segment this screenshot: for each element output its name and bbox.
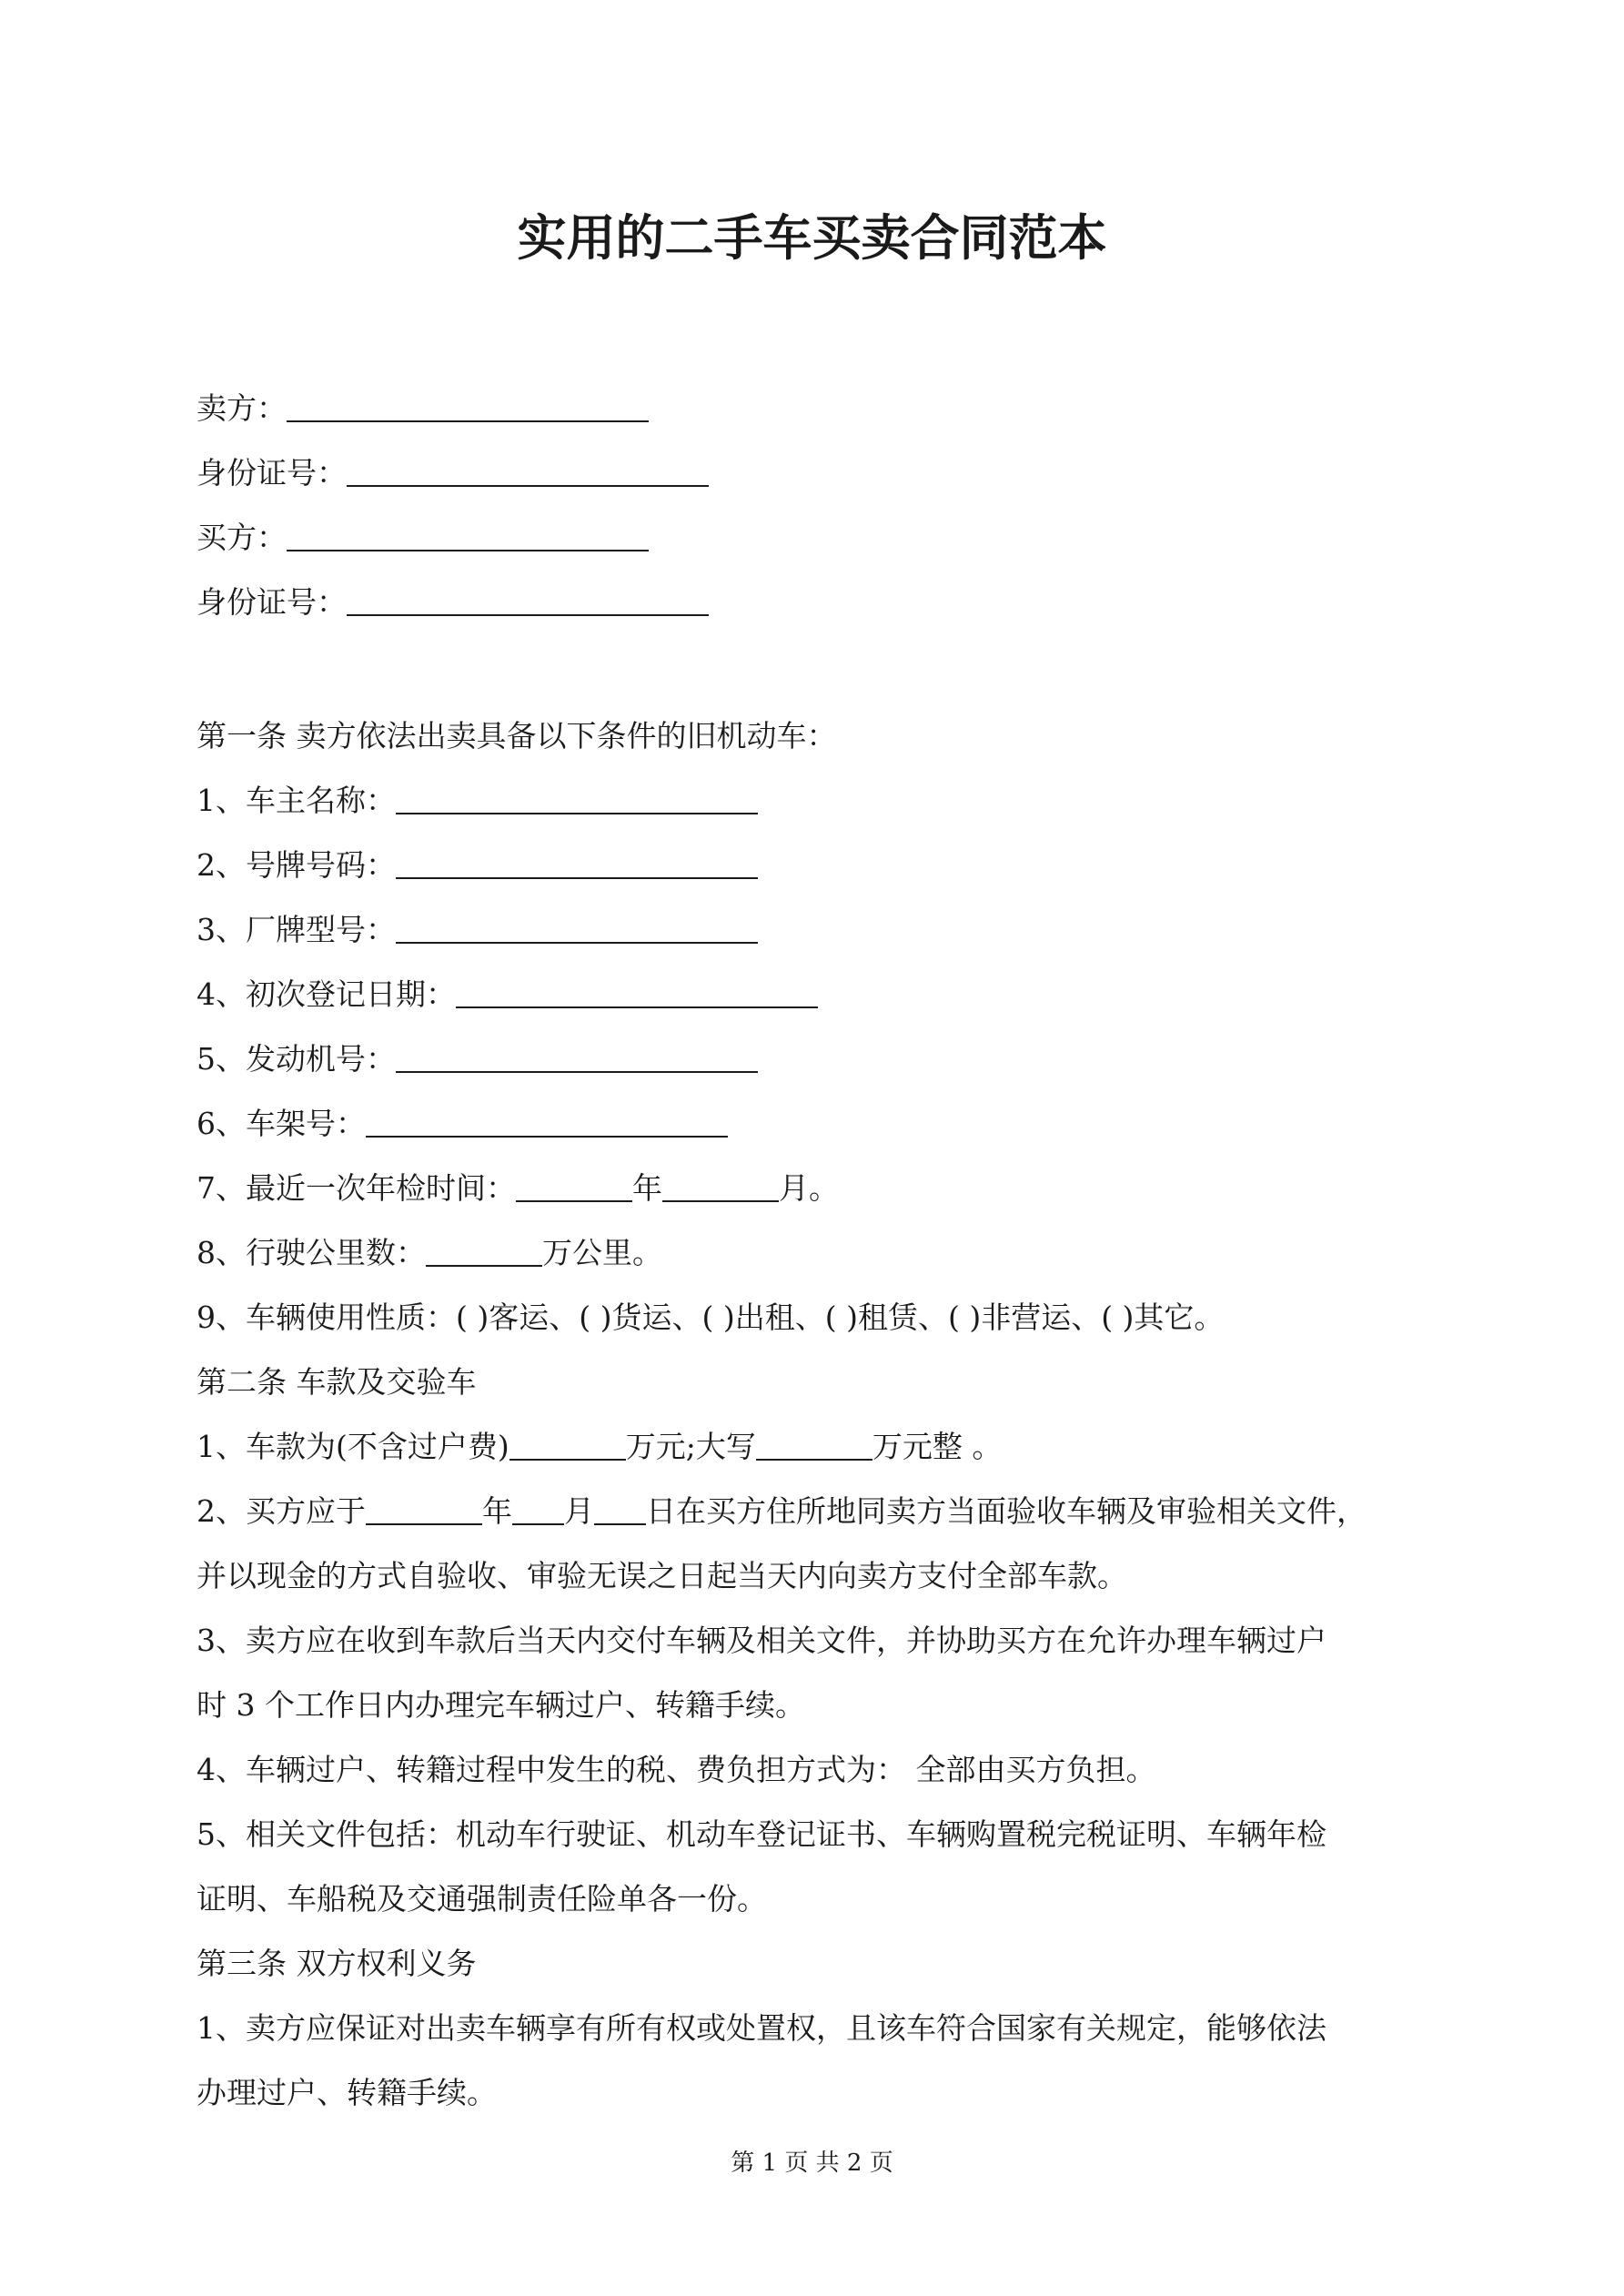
year-label: 年 xyxy=(632,1170,662,1206)
buyer-label: 买方： xyxy=(197,520,287,555)
engine-number-label: 5、发动机号： xyxy=(197,1041,396,1077)
article2-item2 xyxy=(197,1491,1367,1532)
seller-label: 卖方： xyxy=(197,390,287,426)
vin-label: 6、车架号： xyxy=(197,1106,366,1141)
price-uppercase-label: 万元;大写 xyxy=(625,1429,756,1464)
handover-label: 2、买方应于 xyxy=(197,1493,366,1529)
article1-item3 xyxy=(197,909,758,951)
first-registration-label: 4、初次登记日期： xyxy=(197,976,456,1012)
article1-item9: 9、车辆使用性质：( )客运、( )货运、( )出租、( )租赁、( )非营运、( )其它。 xyxy=(197,1300,1225,1335)
seller-id-label: 身份证号： xyxy=(197,455,347,491)
article3-item1-cont: 办理过户、转籍手续。 xyxy=(197,2075,497,2110)
buyer-id-line xyxy=(197,582,709,623)
article3-heading: 第三条 双方权利义务 xyxy=(197,1946,477,1981)
inspection-month-blank xyxy=(662,1171,779,1202)
seller-blank xyxy=(287,391,649,422)
buyer-id-label: 身份证号： xyxy=(197,584,347,620)
buyer-blank xyxy=(287,521,649,551)
buyer-line xyxy=(197,517,649,559)
owner-name-label: 1、车主名称： xyxy=(197,783,396,818)
price-uppercase-blank xyxy=(756,1430,873,1461)
engine-number-blank xyxy=(396,1042,758,1073)
price-suffix: 万元整 。 xyxy=(872,1429,1003,1464)
article1-item1 xyxy=(197,780,758,822)
vin-blank xyxy=(366,1107,728,1138)
buyer-id-blank xyxy=(347,585,709,616)
owner-name-blank xyxy=(396,784,758,814)
article1-item2 xyxy=(197,845,758,886)
article1-item4 xyxy=(197,974,818,1016)
handover-text: 日在买方住所地同卖方当面验收车辆及审验相关文件， xyxy=(646,1493,1367,1529)
mileage-unit: 万公里。 xyxy=(542,1235,662,1270)
month-label: 月。 xyxy=(779,1170,839,1206)
article2-item3-cont: 时 3 个工作日内办理完车辆过户、转籍手续。 xyxy=(197,1687,805,1723)
brand-model-label: 3、厂牌型号： xyxy=(197,912,396,947)
seller-id-blank xyxy=(347,456,709,487)
first-registration-blank xyxy=(456,977,818,1008)
article3-item1: 1、卖方应保证对出卖车辆享有所有权或处置权，且该车符合国家有关规定，能够依法 xyxy=(197,2010,1326,2046)
handover-month-blank xyxy=(512,1494,564,1525)
article2-item2-cont: 并以现金的方式自验收、审验无误之日起当天内向卖方支付全部车款。 xyxy=(197,1558,1127,1593)
document-title: 实用的二手车买卖合同范本 xyxy=(517,209,1107,267)
plate-number-label: 2、号牌号码： xyxy=(197,847,396,883)
brand-model-blank xyxy=(396,913,758,944)
mileage-label: 8、行驶公里数： xyxy=(197,1235,426,1270)
article1-item8 xyxy=(197,1232,662,1274)
article2-item5: 5、相关文件包括：机动车行驶证、机动车登记证书、车辆购置税完税证明、车辆年检 xyxy=(197,1816,1326,1852)
handover-year-label: 年 xyxy=(482,1493,512,1529)
article2-item3: 3、卖方应在收到车款后当天内交付车辆及相关文件，并协助买方在允许办理车辆过户 xyxy=(197,1623,1326,1658)
article2-item5-cont: 证明、车船税及交通强制责任险单各一份。 xyxy=(197,1881,767,1917)
article1-item7 xyxy=(197,1168,839,1209)
handover-month-label: 月 xyxy=(564,1493,594,1529)
price-blank xyxy=(509,1430,626,1461)
price-label: 1、车款为(不含过户费) xyxy=(197,1429,509,1464)
inspection-label: 7、最近一次年检时间： xyxy=(197,1170,516,1206)
seller-id-line xyxy=(197,452,709,494)
seller-line xyxy=(197,388,649,430)
mileage-blank xyxy=(426,1236,542,1267)
article2-heading: 第二条 车款及交验车 xyxy=(197,1364,477,1400)
plate-number-blank xyxy=(396,848,758,879)
article1-item6 xyxy=(197,1103,728,1145)
article2-item1 xyxy=(197,1426,1002,1468)
article1-heading: 第一条 卖方依法出卖具备以下条件的旧机动车： xyxy=(197,718,837,754)
handover-day-blank xyxy=(594,1494,646,1525)
inspection-year-blank xyxy=(516,1171,632,1202)
handover-year-blank xyxy=(366,1494,482,1525)
article1-item5 xyxy=(197,1038,758,1080)
article2-item4: 4、车辆过户、转籍过程中发生的税、费负担方式为： 全部由买方负担。 xyxy=(197,1752,1156,1787)
page-number: 第 1 页 共 2 页 xyxy=(731,2149,893,2177)
